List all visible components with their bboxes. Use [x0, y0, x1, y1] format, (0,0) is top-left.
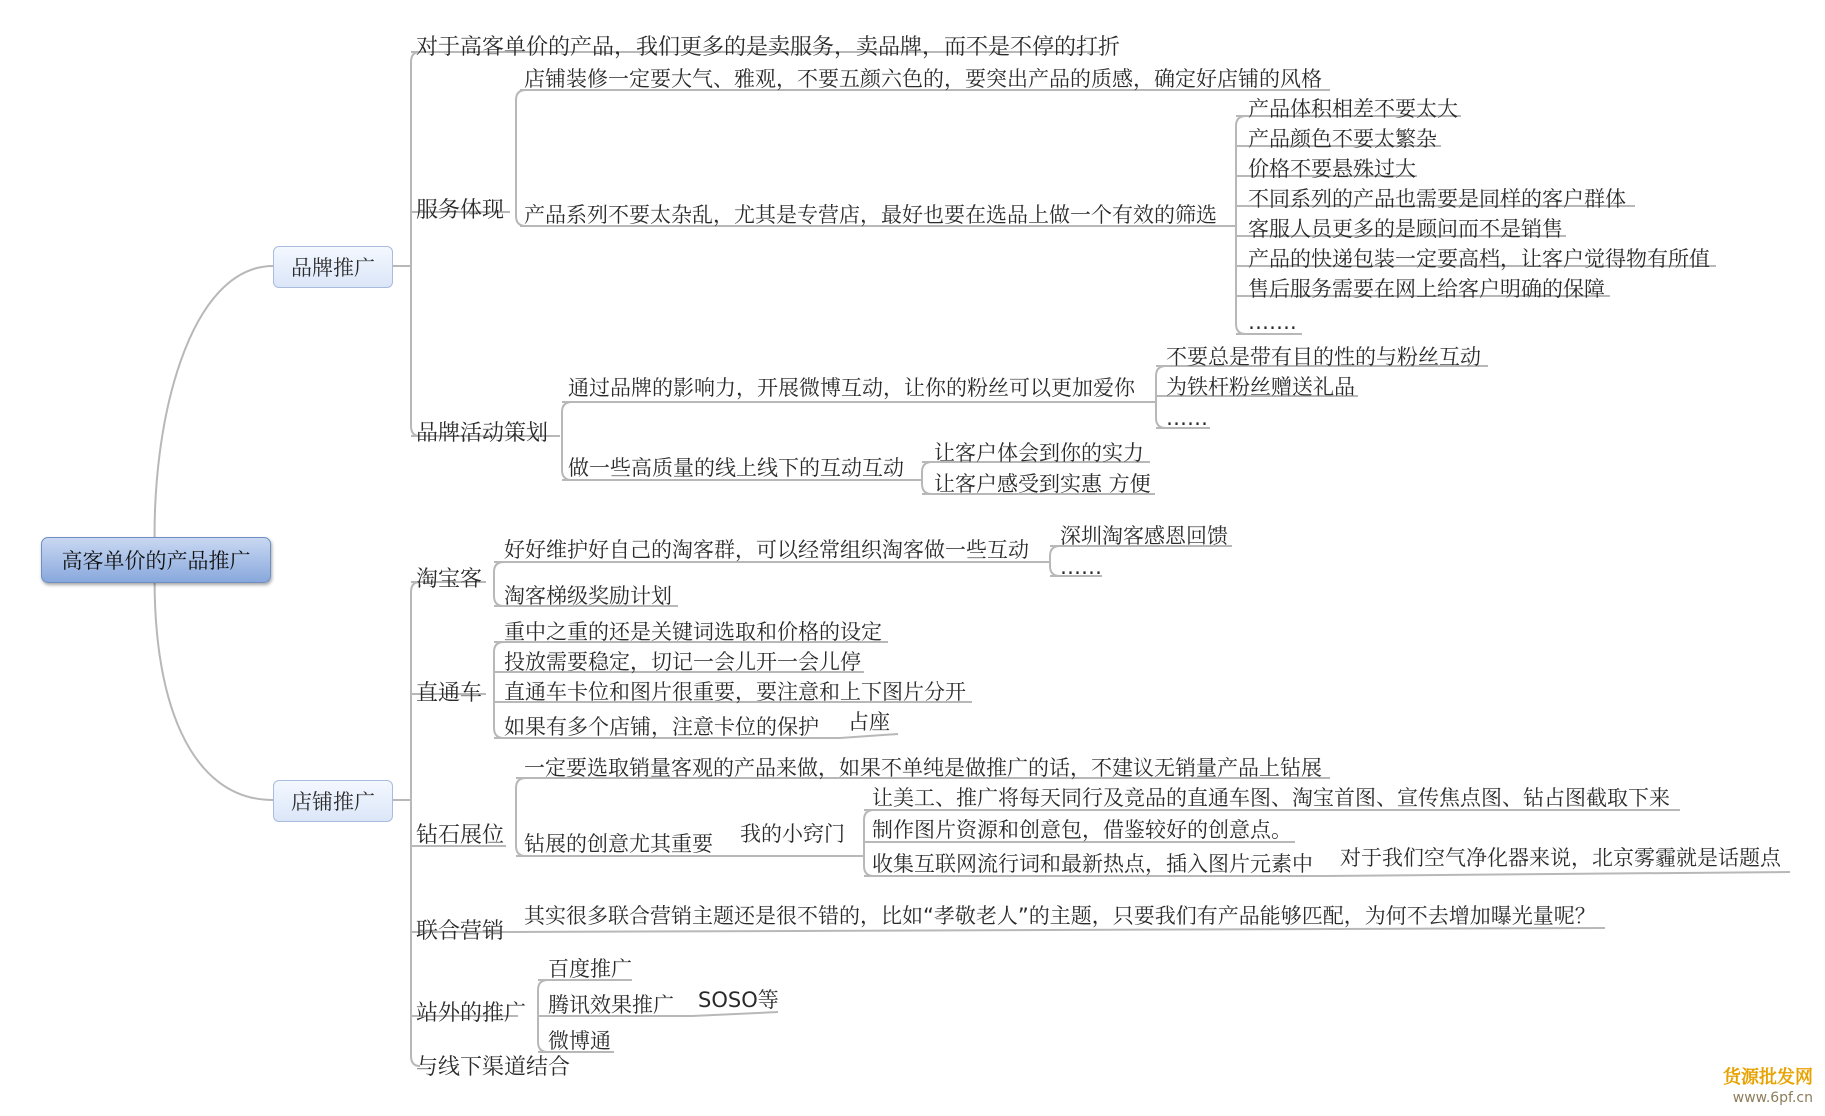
- weibo-point[interactable]: 不要总是带有目的性的与粉丝互动: [1166, 345, 1481, 369]
- service-point[interactable]: 产品体积相差不要太大: [1248, 97, 1458, 121]
- taoke-node[interactable]: 淘宝客: [416, 567, 483, 592]
- offline-point[interactable]: 让客户感受到实惠 方便: [934, 472, 1151, 496]
- service-point[interactable]: 客服人员更多的是顾问而不是销售: [1248, 217, 1563, 241]
- offline-point[interactable]: 让客户体会到你的实力: [934, 441, 1144, 465]
- ztc-point[interactable]: 重中之重的还是关键词选取和价格的设定: [504, 620, 882, 644]
- ztc-node[interactable]: 直通车: [416, 681, 483, 706]
- tip-point[interactable]: 收集互联网流行词和最新热点，插入图片元素中: [872, 852, 1313, 876]
- offsite-soso[interactable]: SOSO等: [698, 988, 779, 1012]
- activity-offline[interactable]: 做一些高质量的线上线下的互动互动: [568, 456, 904, 480]
- branch-shop-promotion[interactable]: 店铺推广: [273, 780, 393, 822]
- watermark-url: www.6pf.cn: [1732, 1090, 1813, 1106]
- taoke-point[interactable]: ……: [1060, 555, 1102, 579]
- joint-node[interactable]: 联合营销: [416, 919, 505, 944]
- activity-weibo[interactable]: 通过品牌的影响力，开展微博互动，让你的粉丝可以更加爱你: [568, 376, 1135, 400]
- zuanzhan-tips[interactable]: 我的小窍门: [740, 822, 845, 846]
- offsite-point[interactable]: 百度推广: [548, 957, 632, 981]
- offsite-point[interactable]: 微博通: [548, 1029, 611, 1053]
- ztc-point[interactable]: 直通车卡位和图片很重要，要注意和上下图片分开: [504, 680, 966, 704]
- weibo-point[interactable]: 为铁杆粉丝赠送礼品: [1166, 375, 1355, 399]
- service-point[interactable]: 售后服务需要在网上给客户明确的保障: [1248, 277, 1605, 301]
- service-point[interactable]: 产品的快递包装一定要高档，让客户觉得物有所值: [1248, 247, 1710, 271]
- taoke-maintain[interactable]: 好好维护好自己的淘客群，可以经常组织淘客做一些互动: [504, 538, 1029, 562]
- zuanzhan-node[interactable]: 钻石展位: [416, 823, 505, 848]
- activity-node[interactable]: 品牌活动策划: [416, 421, 549, 446]
- service-point[interactable]: 价格不要悬殊过大: [1248, 157, 1416, 181]
- zuanzhan-creative[interactable]: 钻展的创意尤其重要: [524, 832, 713, 856]
- ztc-point[interactable]: 投放需要稳定，切记一会儿开一会儿停: [504, 650, 861, 674]
- zuanzhan-select[interactable]: 一定要选取销量客观的产品来做，如果不单纯是做推广的话，不建议无销量产品上钻展: [524, 756, 1322, 780]
- tip-point[interactable]: 让美工、推广将每天同行及竞品的直通车图、淘宝首图、宣传焦点图、钻占图截取下来: [872, 786, 1670, 810]
- branch-brand-promotion[interactable]: 品牌推广: [273, 246, 393, 288]
- service-point[interactable]: 产品颜色不要太繁杂: [1248, 127, 1437, 151]
- service-point[interactable]: …….: [1248, 310, 1297, 334]
- service-node[interactable]: 服务体现: [416, 198, 505, 223]
- brand-intro[interactable]: 对于高客单价的产品，我们更多的是卖服务，卖品牌，而不是不停的打折: [416, 35, 1121, 60]
- weibo-point[interactable]: ……: [1166, 406, 1208, 430]
- root-node[interactable]: 高客单价的产品推广: [41, 537, 271, 583]
- taoke-point[interactable]: 深圳淘客感恩回馈: [1060, 524, 1228, 548]
- tip-point[interactable]: 制作图片资源和创意包，借鉴较好的创意点。: [872, 818, 1292, 842]
- ztc-seat[interactable]: 占座: [848, 710, 890, 734]
- offline-channel-node[interactable]: 与线下渠道结合: [416, 1055, 571, 1080]
- taoke-ladder[interactable]: 淘客梯级奖励计划: [504, 584, 672, 608]
- offsite-point[interactable]: 腾讯效果推广: [548, 993, 674, 1017]
- offsite-node[interactable]: 站外的推广: [416, 1001, 527, 1026]
- service-series[interactable]: 产品系列不要太杂乱，尤其是专营店，最好也要在选品上做一个有效的筛选: [524, 203, 1217, 227]
- service-decor[interactable]: 店铺装修一定要大气、雅观，不要五颜六色的，要突出产品的质感，确定好店铺的风格: [524, 67, 1322, 91]
- ztc-point[interactable]: 如果有多个店铺，注意卡位的保护: [504, 715, 819, 739]
- watermark: [1723, 1068, 1813, 1108]
- joint-text[interactable]: 其实很多联合营销主题还是很不错的，比如“孝敬老人”的主题，只要我们有产品能够匹配，为何不去增加曝光量呢？: [524, 904, 1596, 928]
- service-point[interactable]: 不同系列的产品也需要是同样的客户群体: [1248, 187, 1626, 211]
- watermark-title: 货源批发网: [1723, 1067, 1813, 1088]
- zuanzhan-hot[interactable]: 对于我们空气净化器来说，北京雾霾就是话题点: [1340, 846, 1781, 870]
